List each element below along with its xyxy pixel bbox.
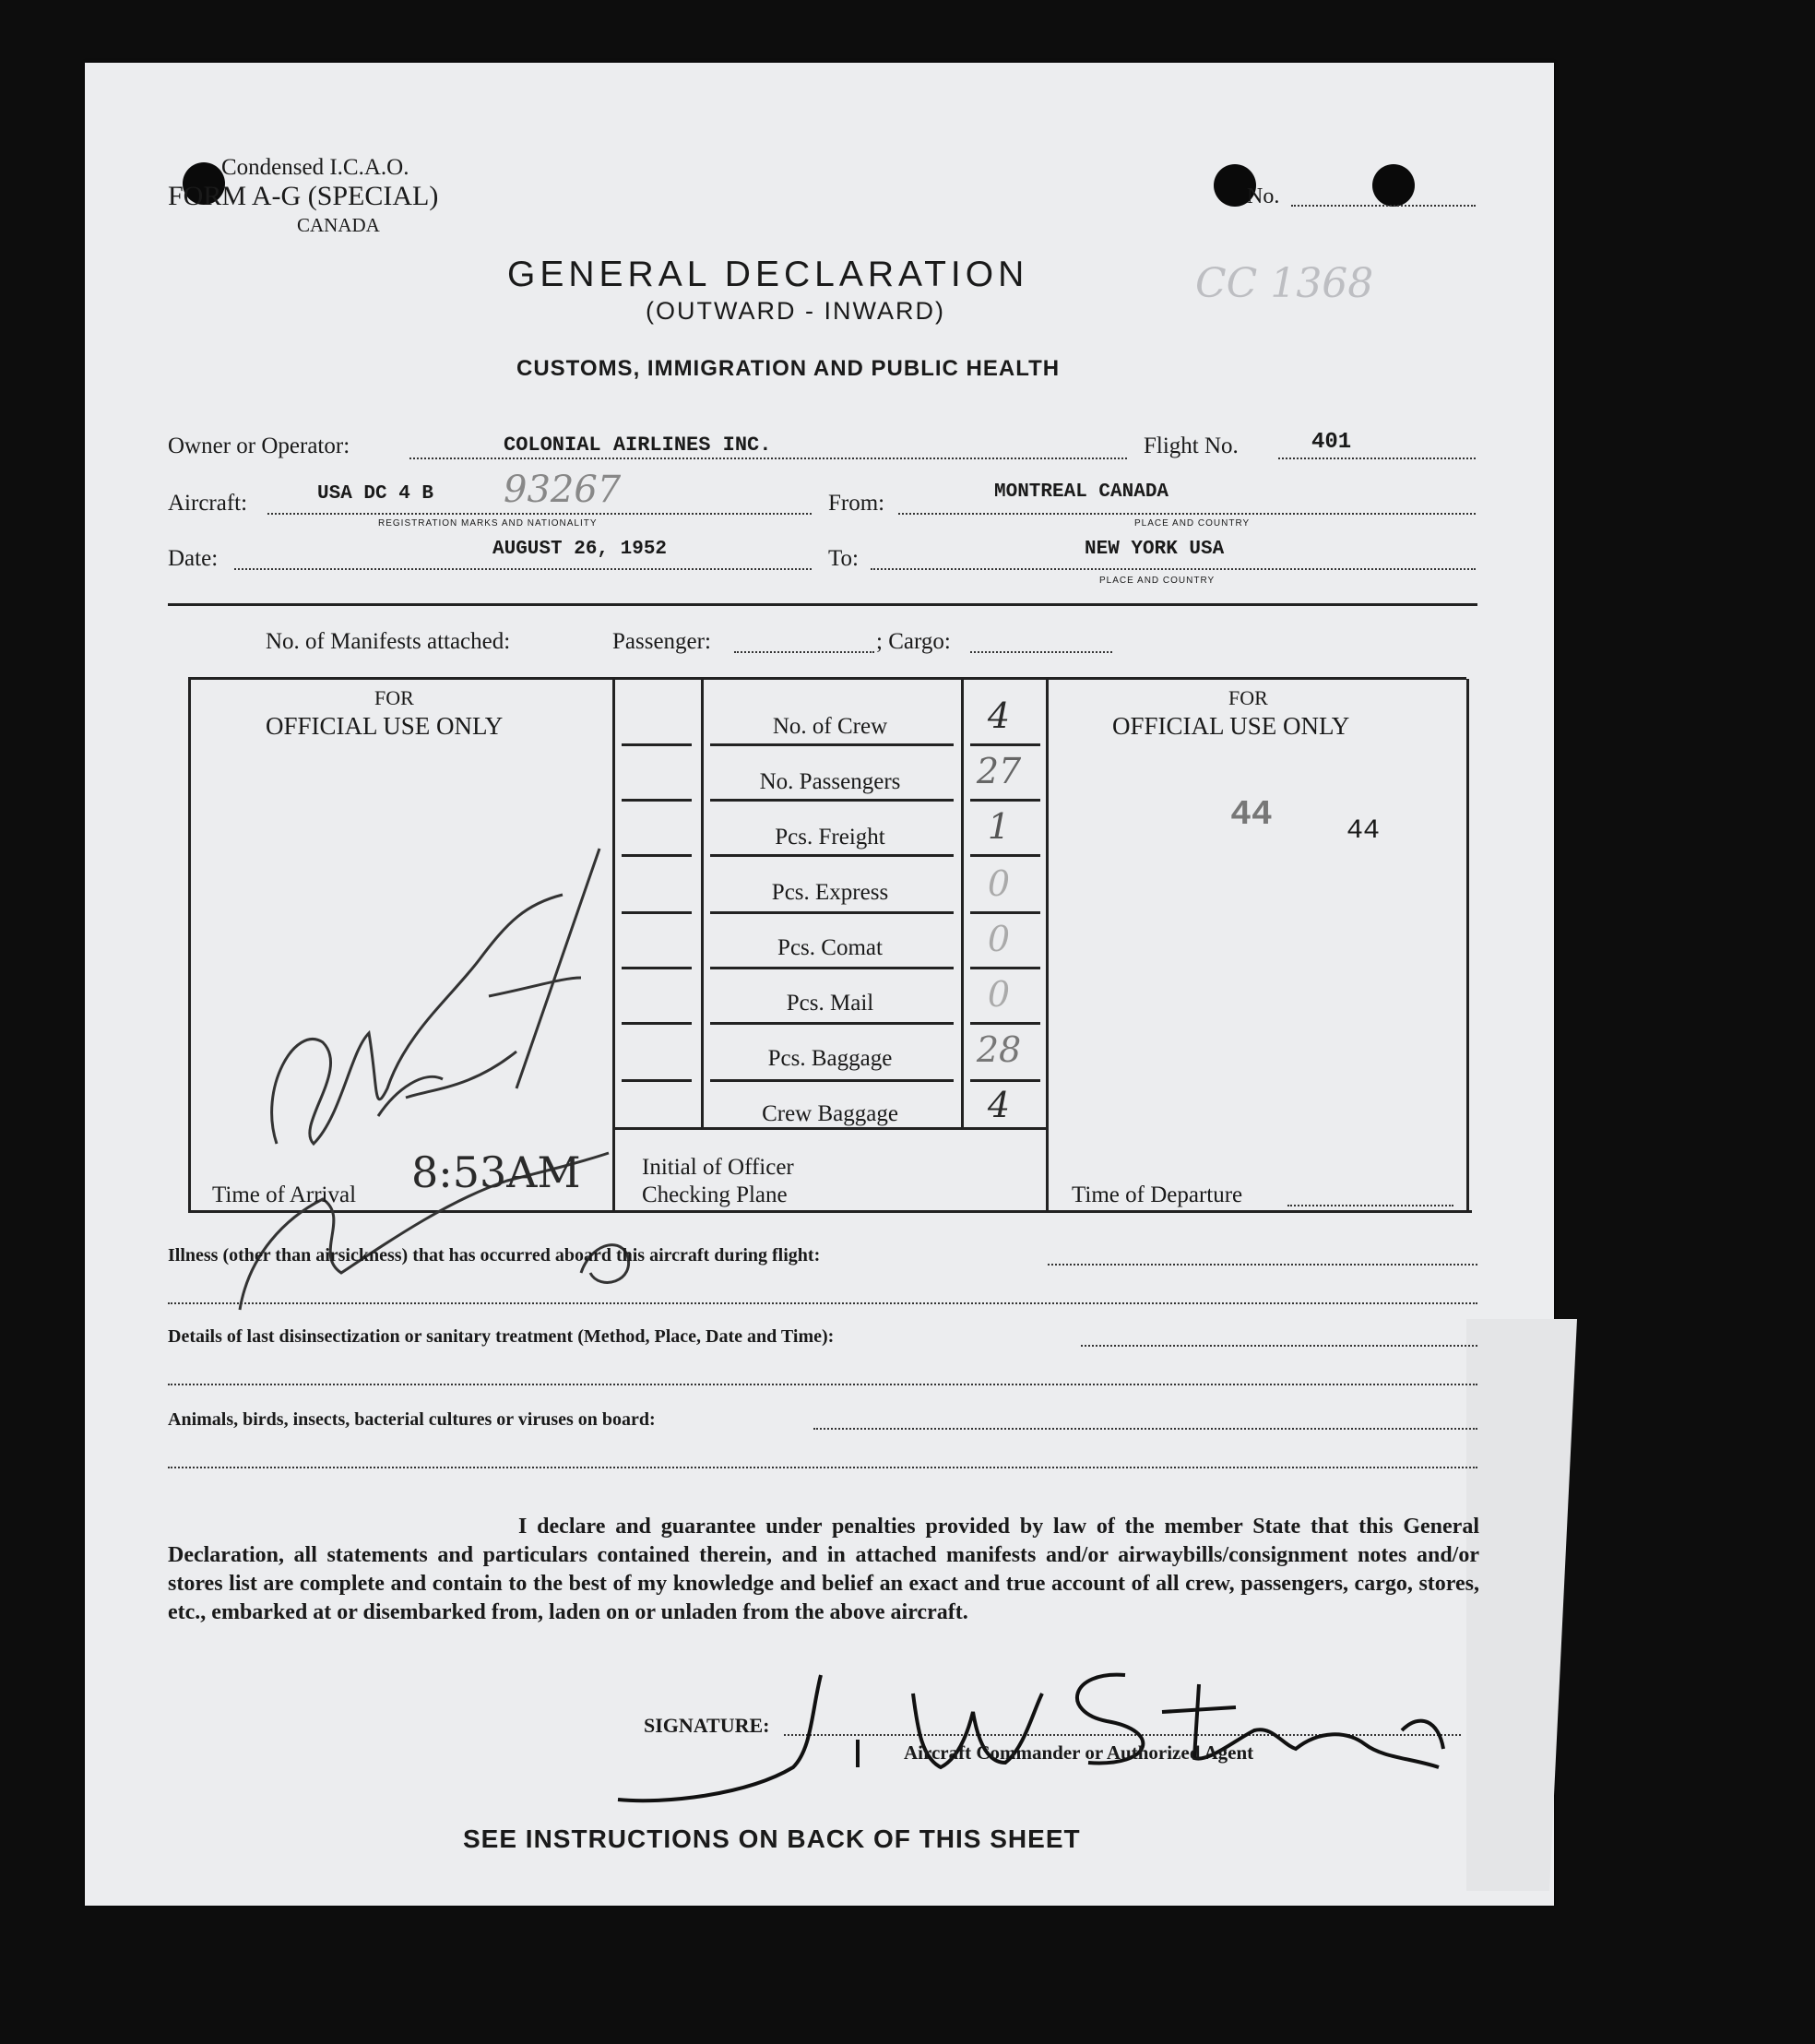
punch-hole-right-b <box>1372 164 1415 207</box>
row-value-baggage: 28 <box>976 1029 1022 1070</box>
time-departure-line <box>1287 1205 1453 1206</box>
row-val-line-0 <box>970 743 1040 746</box>
page-title: GENERAL DECLARATION <box>507 255 1029 294</box>
animals-line-2 <box>168 1467 1477 1468</box>
declaration-text: I declare and guarantee under penalties provided by law of the member State that this General Declaration, all statements and particulars contained therein, and in attached manifests and/or airwaybills/consignment notes and/or stores list are complete and contain to the best of my knowledge and belief an exact and true account of all crew, passengers, cargo, stores, etc., embarked at or disembarked from, laden on or unladen from the above aircraft. <box>168 1515 1479 1624</box>
row-label-passengers: No. Passengers <box>759 769 901 794</box>
stamp-number: CC 1368 <box>1195 260 1374 307</box>
row-val-line-5 <box>970 1022 1040 1025</box>
from-line <box>898 513 1476 515</box>
aircraft-handwritten: 93267 <box>504 469 622 511</box>
page-subtitle: (OUTWARD - INWARD) <box>646 297 945 325</box>
time-arrival-value: 8:53AM <box>411 1147 581 1197</box>
form-number-line <box>1291 205 1476 207</box>
table-right-rule <box>1466 679 1469 1212</box>
form-number-label: No. <box>1247 184 1280 208</box>
date-line <box>234 568 812 570</box>
flight-value: 401 <box>1311 430 1352 455</box>
handwritten-signature <box>609 1657 1457 1813</box>
animals-line-1 <box>813 1428 1477 1430</box>
table-divider-4 <box>1046 679 1049 1212</box>
details-label: Details of last disinsectization or sanitary treatment (Method, Place, Date and Time): <box>168 1326 835 1347</box>
row-tick-1 <box>622 799 692 802</box>
illness-line-2 <box>168 1302 1477 1304</box>
flight-line <box>1278 458 1476 459</box>
row-label-crew: No. of Crew <box>772 714 888 739</box>
row-line-1 <box>710 799 954 802</box>
illness-label: Illness (other than airsickness) that has occurred aboard this aircraft during flight: <box>168 1245 821 1266</box>
to-line <box>871 568 1476 570</box>
section-heading: CUSTOMS, IMMIGRATION AND PUBLIC HEALTH <box>516 356 1061 381</box>
to-place-caption: PLACE AND COUNTRY <box>1099 576 1216 586</box>
time-departure-label: Time of Departure <box>1072 1182 1243 1207</box>
aircraft-label: Aircraft: <box>168 491 248 516</box>
cargo-line <box>970 651 1112 653</box>
official-for-right: FOR <box>1228 686 1268 709</box>
row-label-mail: Pcs. Mail <box>786 991 874 1016</box>
row-val-line-6 <box>970 1079 1040 1082</box>
header-rule <box>168 603 1477 606</box>
folded-corner <box>1466 1319 1577 1891</box>
official-for-left: FOR <box>374 686 414 709</box>
owner-line <box>409 458 1127 459</box>
details-line-1 <box>1081 1345 1477 1347</box>
row-val-line-2 <box>970 854 1040 857</box>
signer-caption: Aircraft Commander or Authorized Agent <box>904 1741 1254 1764</box>
typed-count: 44 <box>1346 815 1381 847</box>
passenger-label: Passenger: <box>612 629 711 654</box>
aircraft-value: USA DC 4 B <box>317 483 434 505</box>
row-label-freight: Pcs. Freight <box>775 825 885 850</box>
from-label: From: <box>828 491 885 516</box>
row-value-freight: 1 <box>987 806 1011 847</box>
table-divider-3 <box>961 679 964 1127</box>
stamp-count: 44 <box>1230 795 1273 835</box>
row-label-comat: Pcs. Comat <box>777 935 883 960</box>
to-value: NEW YORK USA <box>1085 539 1225 560</box>
table-left-rule <box>188 679 191 1212</box>
row-value-crew: 4 <box>987 695 1011 736</box>
row-value-comat: 0 <box>987 919 1011 959</box>
table-top-rule <box>188 677 1466 680</box>
row-label-baggage: Pcs. Baggage <box>767 1046 893 1071</box>
row-val-line-1 <box>970 799 1040 802</box>
date-label: Date: <box>168 546 219 571</box>
row-label-express: Pcs. Express <box>771 880 889 905</box>
animals-label: Animals, birds, insects, bacterial cultures or viruses on board: <box>168 1409 656 1430</box>
passenger-line <box>734 651 874 653</box>
date-value: AUGUST 26, 1952 <box>492 539 668 560</box>
row-value-passengers: 27 <box>976 751 1022 791</box>
time-arrival-label: Time of Arrival <box>212 1182 357 1207</box>
row-val-line-3 <box>970 911 1040 914</box>
flight-label: Flight No. <box>1144 434 1239 458</box>
owner-label: Owner or Operator: <box>168 434 350 458</box>
official-use-left: OFFICIAL USE ONLY <box>266 712 504 740</box>
row-value-mail: 0 <box>987 974 1011 1015</box>
from-value: MONTREAL CANADA <box>994 481 1169 503</box>
owner-value: COLONIAL AIRLINES INC. <box>504 434 772 457</box>
details-line-2 <box>168 1384 1477 1385</box>
cargo-label: ; Cargo: <box>876 629 951 654</box>
row-value-crew-baggage: 4 <box>987 1085 1011 1125</box>
to-label: To: <box>828 546 859 571</box>
registration-caption: REGISTRATION MARKS AND NATIONALITY <box>378 518 598 529</box>
row-tick-0 <box>622 743 692 746</box>
row-val-line-4 <box>970 967 1040 969</box>
footer-instructions: SEE INSTRUCTIONS ON BACK OF THIS SHEET <box>463 1824 1081 1853</box>
aircraft-line <box>267 513 812 515</box>
row-label-crew-baggage: Crew Baggage <box>762 1101 898 1126</box>
official-use-right: OFFICIAL USE ONLY <box>1112 712 1350 740</box>
initial-label-1: Initial of Officer <box>642 1155 794 1180</box>
manifests-label: No. of Manifests attached: <box>266 629 511 654</box>
initial-label-2: Checking Plane <box>642 1182 788 1207</box>
form-line-1: Condensed I.C.A.O. <box>221 155 409 180</box>
form-line-2: FORM A-G (SPECIAL) <box>168 181 439 211</box>
row-value-express: 0 <box>987 863 1011 904</box>
from-place-caption: PLACE AND COUNTRY <box>1134 518 1251 529</box>
row-line-0 <box>710 743 954 746</box>
signature-label: SIGNATURE: <box>644 1714 770 1737</box>
illness-line-1 <box>1048 1264 1477 1266</box>
form-line-3: CANADA <box>297 214 380 236</box>
